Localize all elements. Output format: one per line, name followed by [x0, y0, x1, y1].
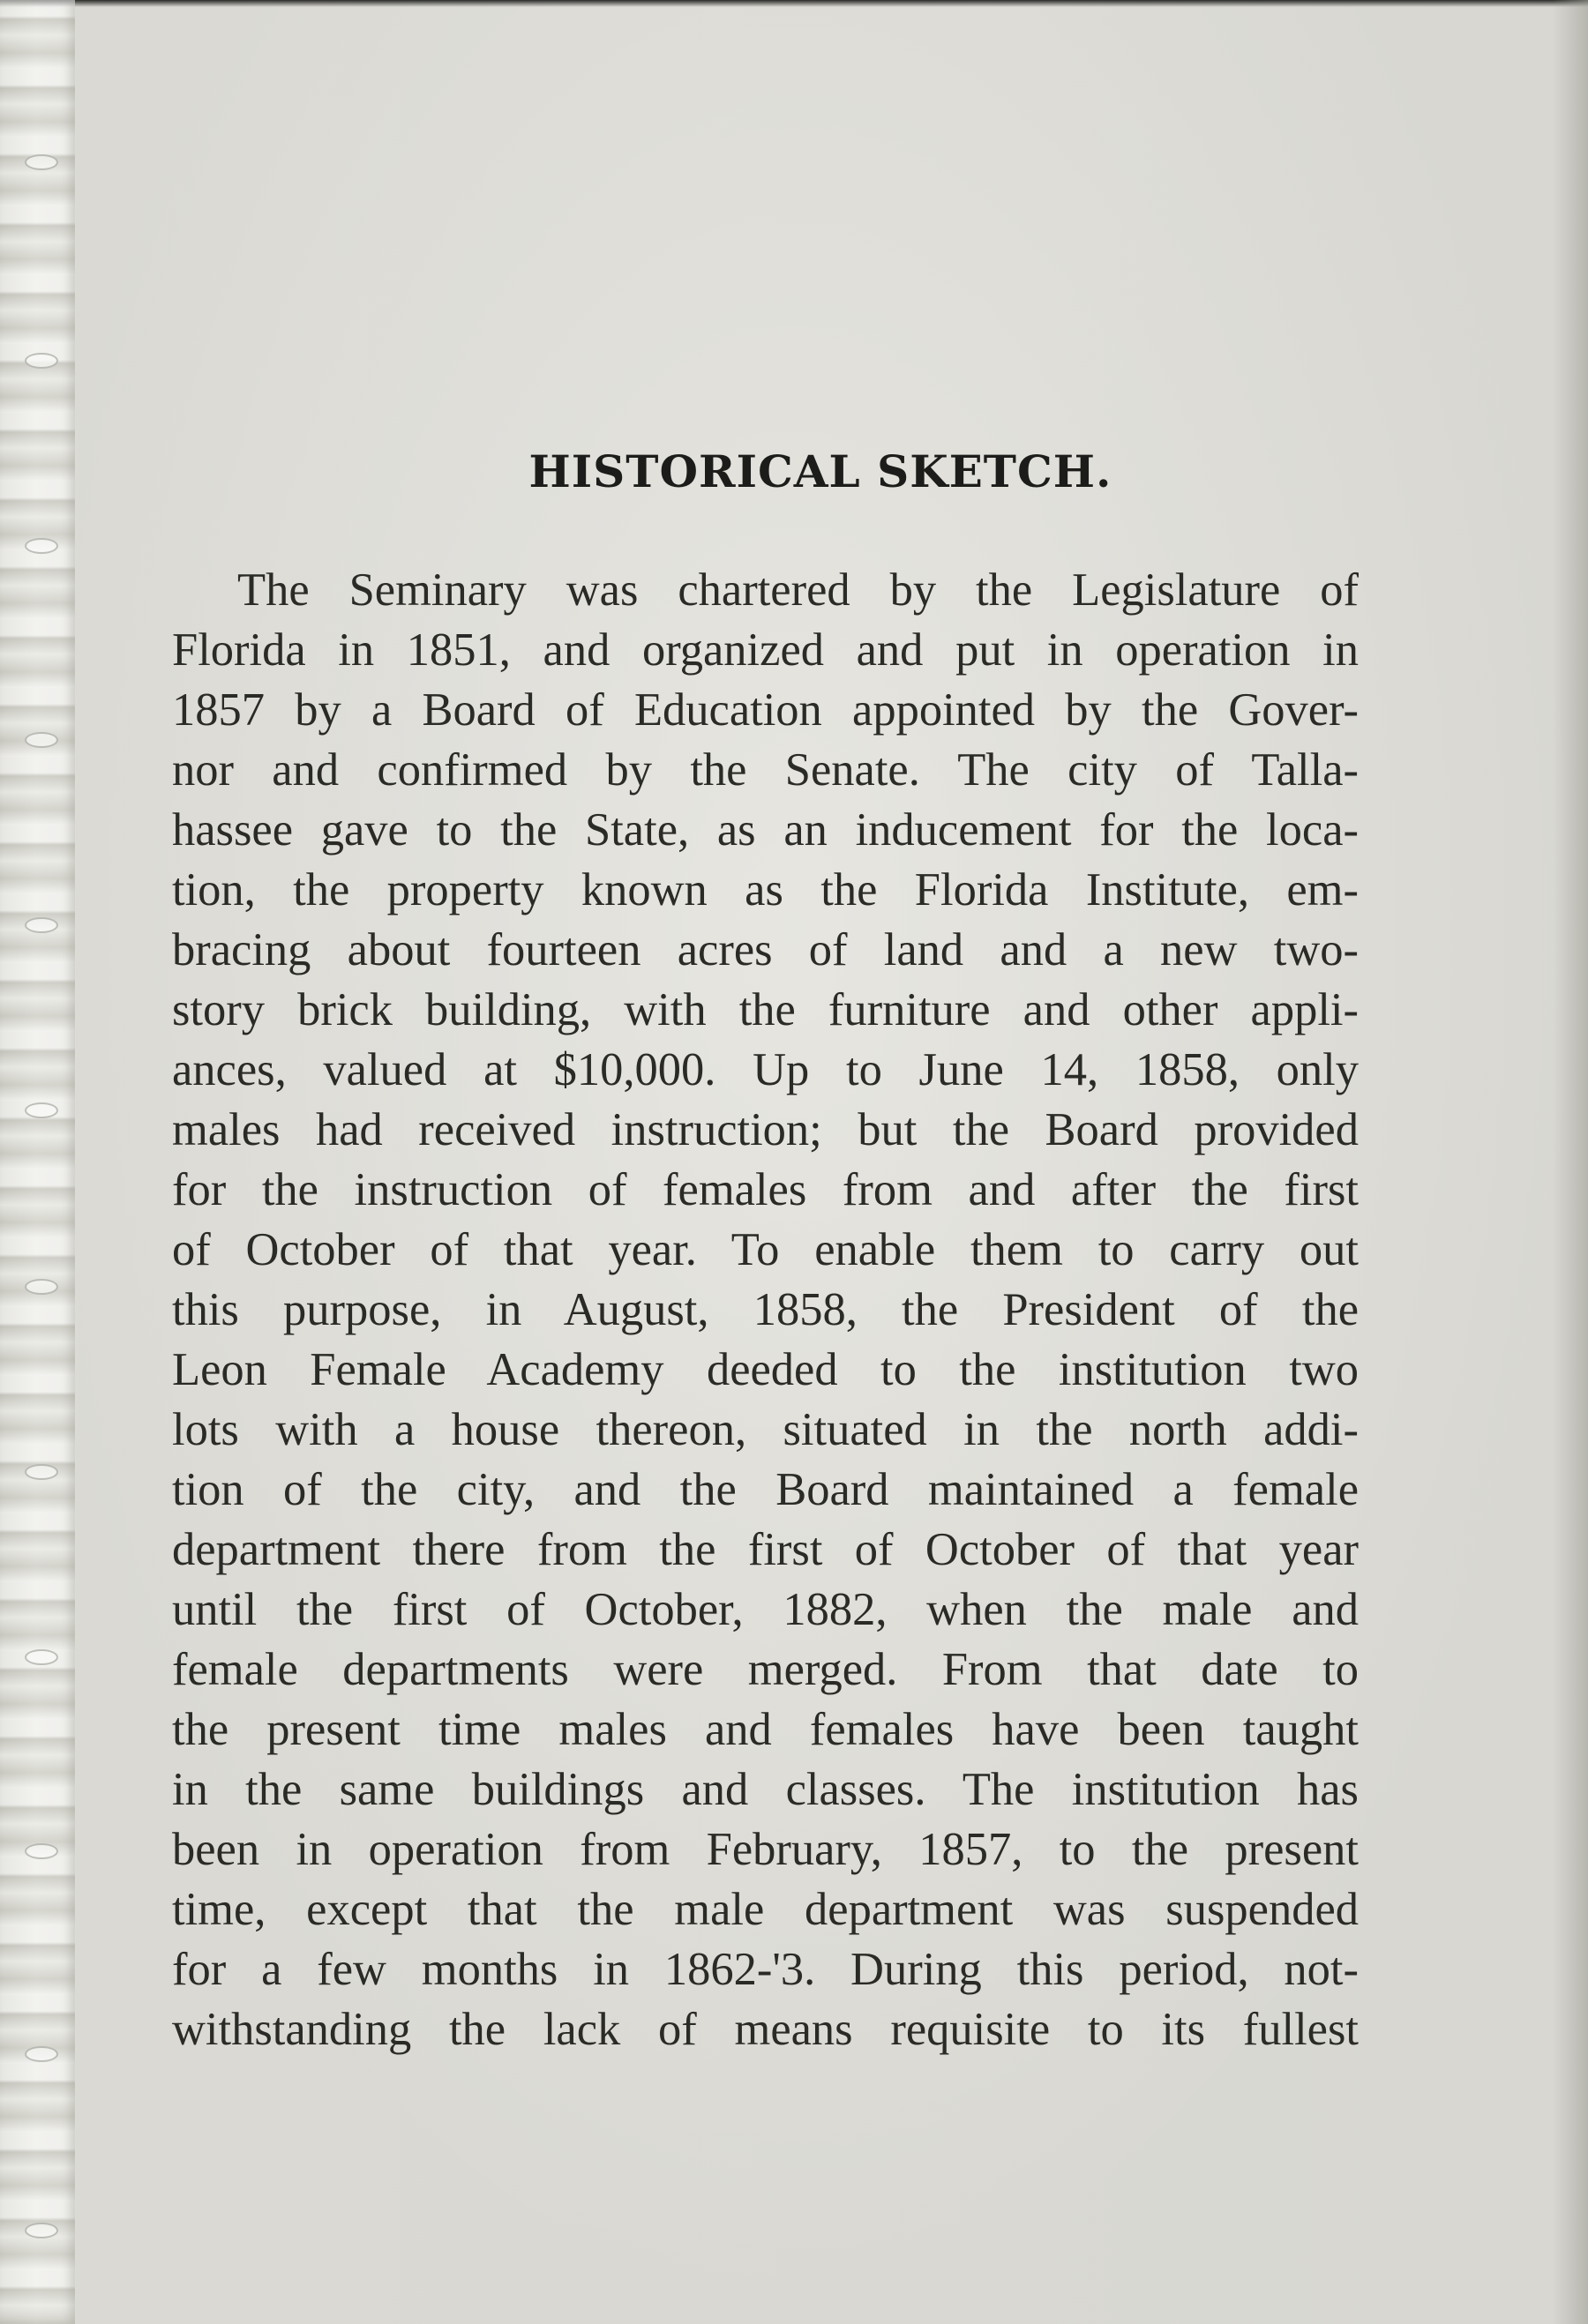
body-paragraph: [172, 560, 1359, 2059]
text-line: in the same buildings and classes. The institution has: [172, 1764, 1359, 1815]
binding-stitch: [25, 917, 58, 933]
text-line: nor and confirmed by the Senate. The city of Talla-: [172, 744, 1359, 796]
text-line: this purpose, in August, 1858, the President of the: [172, 1284, 1359, 1335]
text-line: ances, valued at $10,000. Up to June 14, 1858, only: [172, 1044, 1359, 1095]
binding-stitch: [25, 154, 58, 170]
text-line: males had received instruction; but the Board provided: [172, 1104, 1359, 1155]
page-top-edge: [0, 0, 1588, 7]
text-line: tion, the property known as the Florida Institute, em-: [172, 864, 1359, 915]
binding-stitch: [25, 732, 58, 748]
binding-stitch: [25, 2223, 58, 2238]
text-line: time, except that the male department was suspended: [172, 1884, 1359, 1935]
text-line: story brick building, with the furniture and other appli-: [172, 984, 1359, 1035]
binding-stitch: [25, 2046, 58, 2062]
page-right-edge: [1553, 0, 1588, 2324]
text-line: withstanding the lack of means requisite to its fullest: [172, 2004, 1359, 2055]
text-line: The Seminary was chartered by the Legislature of: [237, 564, 1359, 616]
text-line: the present time males and females have been taught: [172, 1704, 1359, 1755]
book-binding: [0, 0, 75, 2324]
text-line: hassee gave to the State, as an inducement for the loca-: [172, 804, 1359, 856]
binding-stitch: [25, 1843, 58, 1859]
text-line: Florida in 1851, and organized and put in operation in: [172, 624, 1359, 676]
binding-stitch: [25, 353, 58, 369]
binding-stitch: [25, 538, 58, 554]
binding-stitch: [25, 1279, 58, 1295]
text-line: until the first of October, 1882, when the male and: [172, 1584, 1359, 1635]
text-line: bracing about fourteen acres of land and a new two-: [172, 924, 1359, 975]
text-line: department there from the first of October of that year: [172, 1524, 1359, 1575]
binding-stitch: [25, 1102, 58, 1118]
text-line: 1857 by a Board of Education appointed by the Gover-: [172, 684, 1359, 736]
page-title: HISTORICAL SKETCH.: [528, 445, 1112, 497]
text-line: of October of that year. To enable them to carry out: [172, 1224, 1359, 1275]
text-line: been in operation from February, 1857, to the present: [172, 1824, 1359, 1875]
binding-stitch: [25, 1464, 58, 1480]
text-line: tion of the city, and the Board maintained a female: [172, 1464, 1359, 1515]
binding-stitch: [25, 1649, 58, 1665]
text-line: female departments were merged. From that date to: [172, 1644, 1359, 1695]
text-line: for a few months in 1862-'3. During this period, not-: [172, 1944, 1359, 1995]
text-line: Leon Female Academy deeded to the institution two: [172, 1344, 1359, 1395]
text-line: for the instruction of females from and after the first: [172, 1164, 1359, 1215]
text-line: lots with a house thereon, situated in the north addi-: [172, 1404, 1359, 1455]
